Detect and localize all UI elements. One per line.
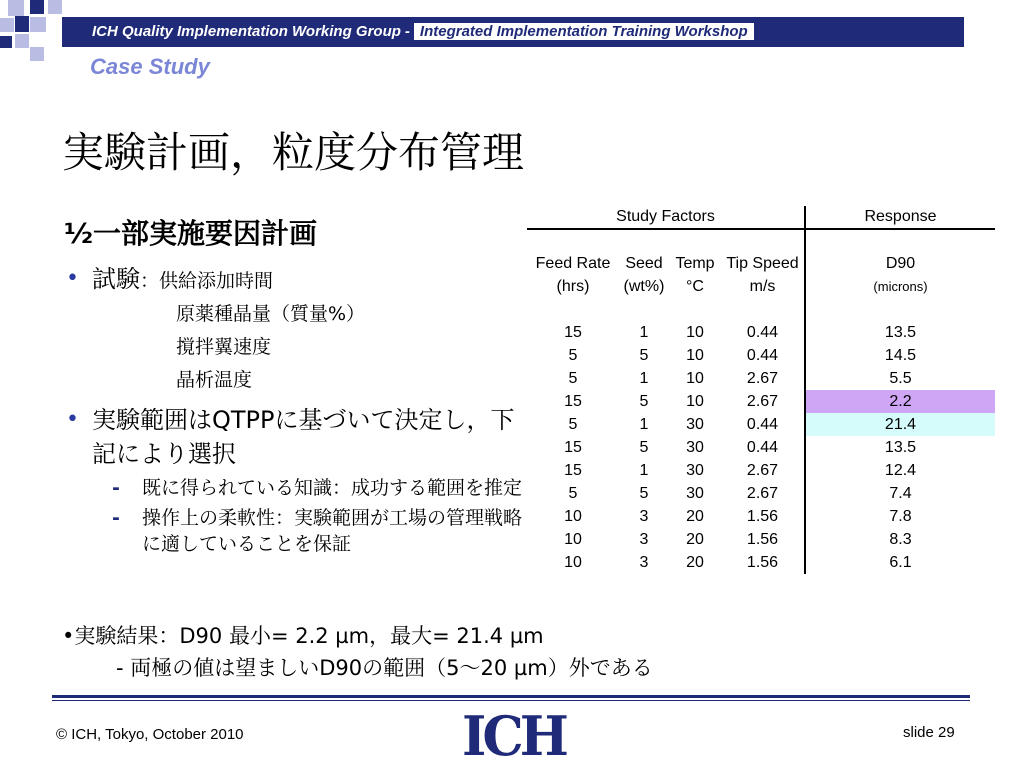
table-cell: 5 (568, 484, 578, 502)
table-row (527, 344, 995, 367)
sub-bullet-dash: - (112, 477, 120, 499)
table-cell: 0.44 (746, 415, 779, 433)
footer-rule (52, 700, 970, 701)
column-unit: (wt%) (623, 277, 665, 295)
table-cell: 8.3 (805, 528, 995, 551)
column-unit: °C (686, 277, 704, 295)
table-cell: 1.56 (746, 507, 779, 525)
table-cell: 10 (686, 392, 704, 410)
table-cell: 10 (564, 530, 582, 548)
table-cell: 0.44 (746, 323, 779, 341)
sub-bullet (64, 475, 534, 501)
table-cell: 0.44 (746, 346, 779, 364)
decor-square (48, 0, 62, 14)
table-cell: 2.67 (746, 392, 779, 410)
table-cell: 5 (639, 438, 649, 456)
column-header: Tip Speed (726, 254, 799, 272)
table-row (527, 551, 995, 574)
table-cell: 5 (568, 369, 578, 387)
header-bar (62, 17, 964, 45)
table-cell: 5 (639, 346, 649, 364)
decor-square (8, 0, 24, 16)
table-row (527, 321, 995, 344)
column-header: Temp (675, 254, 715, 272)
table-row (527, 482, 995, 505)
table-cell: 30 (686, 415, 704, 433)
table-cell: 5.5 (805, 367, 995, 390)
table-cell: 15 (564, 392, 582, 410)
table-unit-row (527, 275, 995, 298)
column-unit: m/s (749, 277, 776, 295)
table-group-header: Study Factors (527, 206, 805, 229)
table-cell: 5 (568, 346, 578, 364)
decor-square (0, 36, 12, 48)
table-cell: 2.2 (805, 390, 995, 413)
bullet-list (64, 262, 534, 557)
table-cell: 10 (686, 369, 704, 387)
table-cell: 2.67 (746, 369, 779, 387)
table-cell: 5 (639, 392, 649, 410)
table-body (527, 321, 995, 574)
decor-square (30, 0, 44, 14)
table-header-row (527, 252, 995, 275)
table-cell: 5 (639, 484, 649, 502)
decor-square (30, 47, 44, 61)
table-row (527, 528, 995, 551)
factor-item: 晶析温度 (176, 369, 253, 391)
table-group-header: Response (805, 206, 995, 229)
table-cell: 1 (639, 369, 649, 387)
bullet-factor-1: ：供給添加時間 (140, 270, 274, 292)
table-row (527, 436, 995, 459)
header-org: ICH Quality Implementation Working Group (92, 22, 401, 40)
column-header: Seed (625, 254, 663, 272)
table-cell: 5 (568, 415, 578, 433)
table-cell: 10 (686, 323, 704, 341)
bullet-factors (64, 262, 534, 298)
table-spacer-row (527, 298, 995, 321)
table-cell: 1 (639, 323, 649, 341)
table-cell: 1.56 (746, 553, 779, 571)
table-cell: 0.44 (746, 438, 779, 456)
header-rule (62, 45, 964, 47)
result-line: •実験結果：D90 最小= 2.2 µm，最大= 21.4 µm (62, 624, 544, 648)
header-event: Integrated Implementation Training Workshop (414, 23, 754, 40)
decor-square (30, 17, 46, 32)
column-unit: (microns) (805, 275, 995, 298)
table-cell: 13.5 (805, 321, 995, 344)
bullet-lead: 試験 (92, 265, 140, 293)
factor-item: 原薬種晶量（質量%） (176, 303, 366, 325)
table-cell: 15 (564, 438, 582, 456)
result-block (62, 620, 653, 684)
table-row (527, 390, 995, 413)
table-cell: 30 (686, 438, 704, 456)
table-cell: 12.4 (805, 459, 995, 482)
sub-bullet-text: 既に得られている知識：成功する範囲を推定 (142, 477, 523, 499)
table-cell: 14.5 (805, 344, 995, 367)
table-cell: 3 (639, 530, 649, 548)
table-group-row (527, 206, 995, 229)
table-cell: 30 (686, 484, 704, 502)
table-cell: 7.4 (805, 482, 995, 505)
table-cell: 15 (564, 461, 582, 479)
table-row (527, 505, 995, 528)
table-cell: 3 (639, 507, 649, 525)
factor-item: 撹拌翼速度 (176, 336, 272, 358)
header-separator: - (404, 22, 410, 40)
study-table (527, 206, 995, 574)
table-cell: 13.5 (805, 436, 995, 459)
table-cell: 10 (564, 507, 582, 525)
column-header: Feed Rate (535, 254, 611, 272)
ich-logo: ICH (462, 704, 565, 768)
table-cell: 2.67 (746, 484, 779, 502)
table-cell: 6.1 (805, 551, 995, 574)
bullet-dot: • (66, 407, 79, 432)
table-row (527, 459, 995, 482)
column-unit: (hrs) (556, 277, 590, 295)
table-cell: 2.67 (746, 461, 779, 479)
table-cell: 21.4 (805, 413, 995, 436)
sub-bullet-dash: - (112, 507, 120, 529)
bullet-range (64, 403, 534, 471)
decor-square (15, 16, 29, 32)
page-title: 実験計画，粒度分布管理 (62, 128, 525, 177)
result-note: - 両極の値は望ましいD90の範囲（5～20 µm）外である (116, 656, 653, 680)
table-cell: 10 (564, 553, 582, 571)
column-header: D90 (805, 252, 995, 275)
table-cell: 20 (686, 507, 704, 525)
copyright: © ICH, Tokyo, October 2010 (56, 726, 244, 743)
table-cell: 20 (686, 530, 704, 548)
bullet-range-text: 実験範囲はQTPPに基づいて決定し，下記により選択 (92, 406, 515, 468)
section-label: Case Study (90, 54, 210, 79)
table-cell: 1 (639, 461, 649, 479)
table-row (527, 367, 995, 390)
design-heading: ½一部実施要因計画 (64, 217, 317, 250)
table-row (527, 413, 995, 436)
table-spacer-row (527, 229, 995, 252)
table-cell: 10 (686, 346, 704, 364)
table-cell: 20 (686, 553, 704, 571)
slide-number: slide 29 (903, 724, 955, 741)
table-cell: 7.8 (805, 505, 995, 528)
table-cell: 15 (564, 323, 582, 341)
table-cell: 1.56 (746, 530, 779, 548)
decor-square (15, 34, 29, 48)
sub-bullet (64, 505, 534, 557)
sub-bullet-text: 操作上の柔軟性：実験範囲が工場の管理戦略に適していることを保証 (142, 507, 523, 555)
factor-list (64, 298, 534, 397)
footer-rule (52, 695, 970, 698)
table-cell: 3 (639, 553, 649, 571)
table-cell: 1 (639, 415, 649, 433)
table-cell: 30 (686, 461, 704, 479)
bullet-dot: • (66, 266, 79, 291)
decor-square (0, 18, 14, 32)
